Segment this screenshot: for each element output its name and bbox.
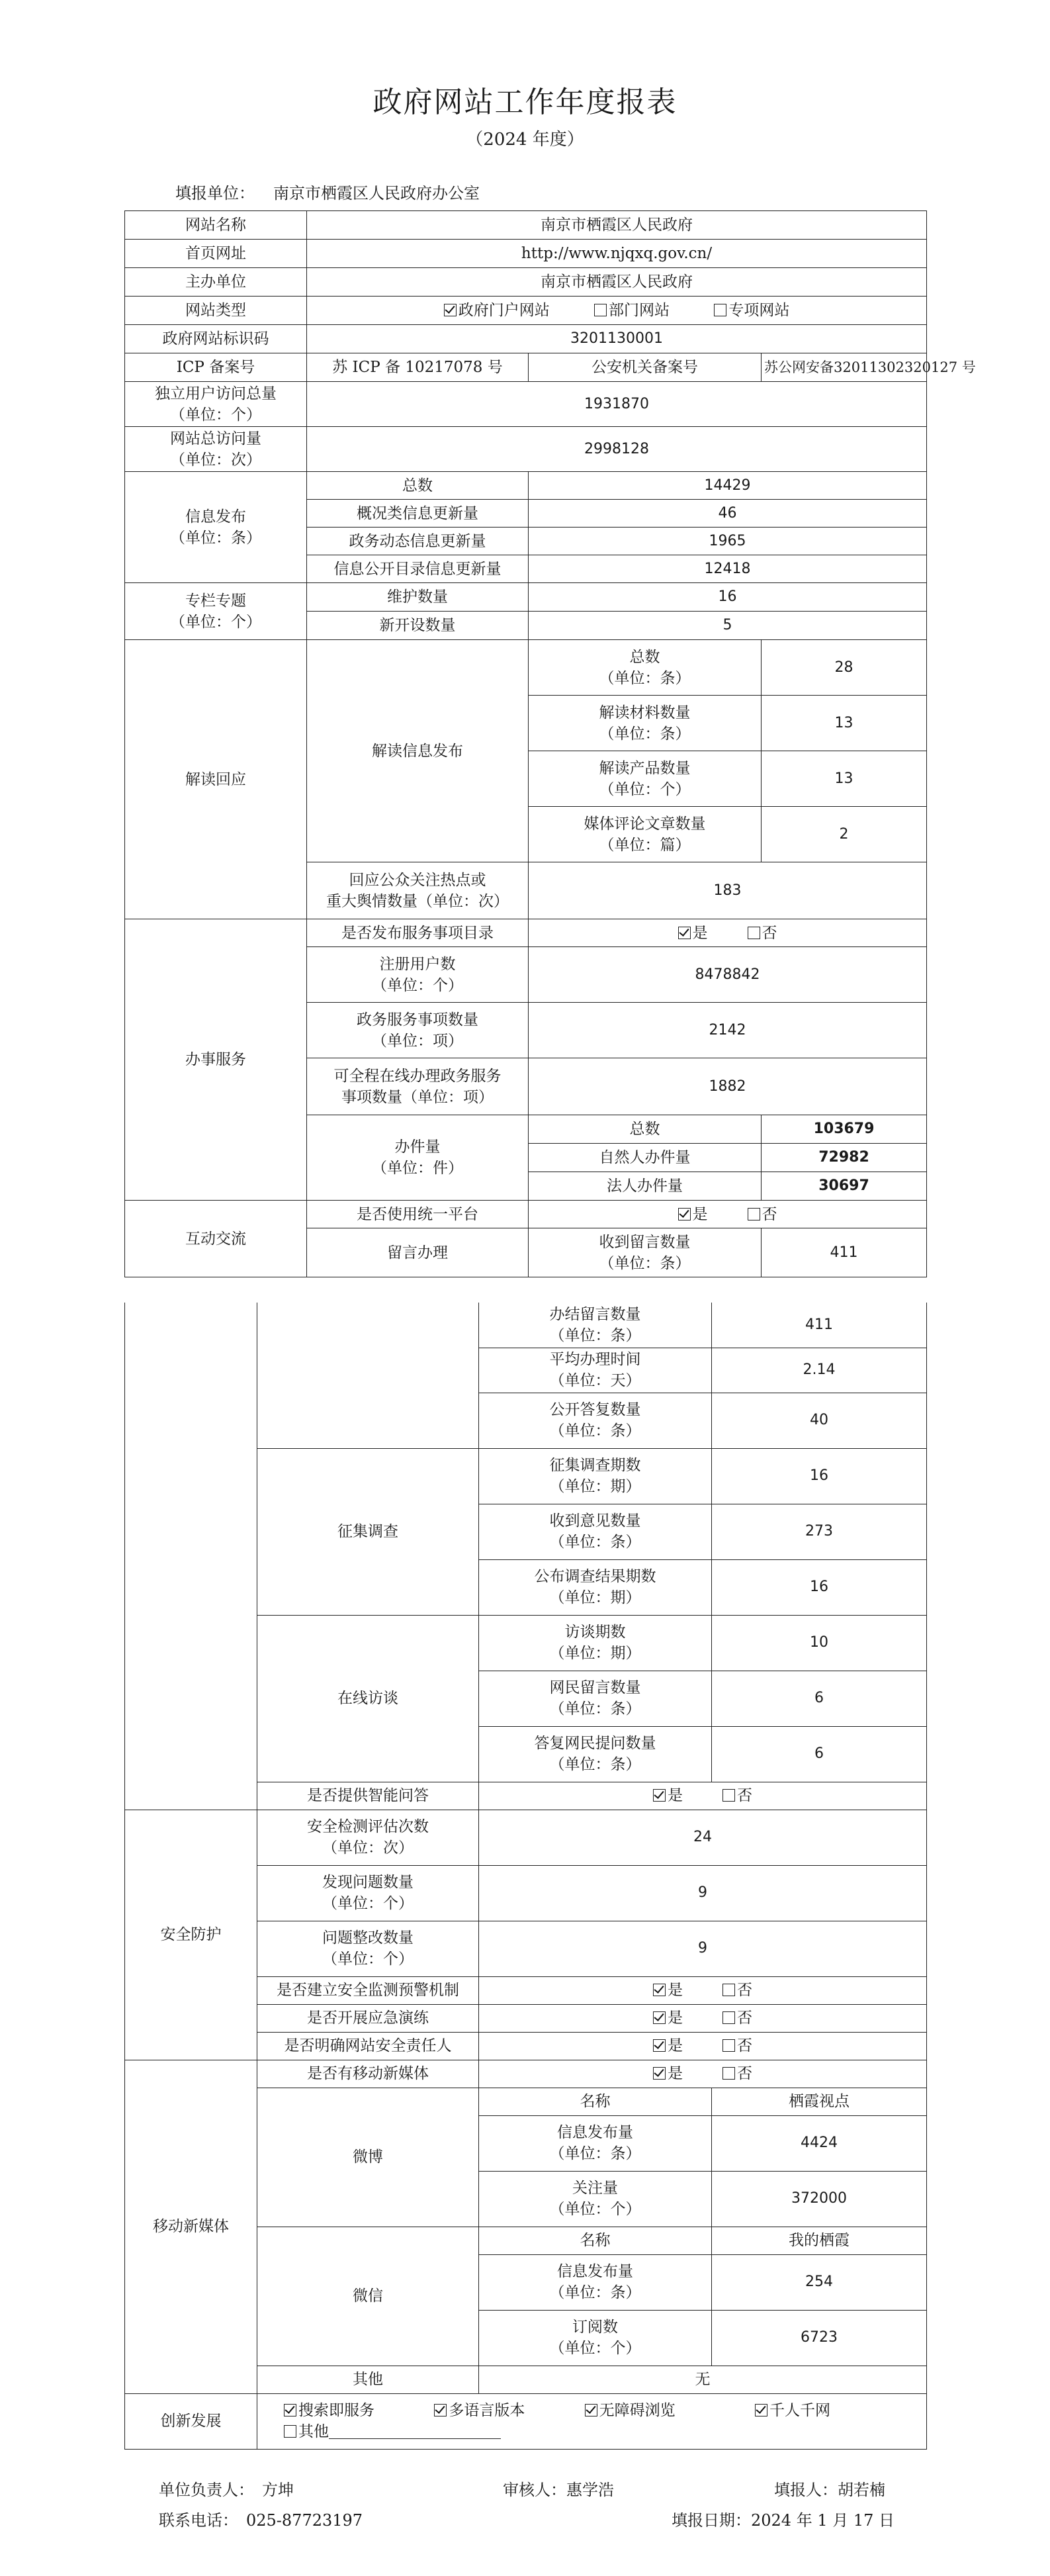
interview-periods-value: 10	[712, 1615, 927, 1671]
checkbox-checked-icon	[653, 1984, 666, 1996]
wechat-name-value: 我的栖霞	[712, 2227, 927, 2254]
column-new-label: 新开设数量	[307, 612, 529, 640]
weibo-followers-label: 关注量 （单位：个）	[479, 2171, 712, 2227]
innovation-other: 其他	[298, 2423, 329, 2440]
survey-results-label: 公布调查结果期数 （单位：期）	[479, 1559, 712, 1615]
special-column-label: 专栏专题 （单位：个）	[125, 583, 307, 640]
innovation-search: 搜索即服务	[298, 2402, 374, 2419]
site-type-department: 部门网站	[609, 302, 670, 319]
checkbox-empty-icon	[748, 1208, 760, 1220]
weibo-followers-value: 372000	[712, 2171, 927, 2227]
case-person-label: 自然人办件量	[529, 1144, 762, 1172]
page-title: 政府网站工作年度报表	[372, 85, 678, 119]
homepage-url-label: 首页网址	[125, 240, 307, 268]
reporting-unit	[175, 180, 498, 203]
unique-visitors-value: 1931870	[307, 382, 927, 427]
netizen-messages-value: 6	[712, 1671, 927, 1726]
checkbox-empty-icon	[722, 1789, 735, 1802]
checkbox-checked-icon	[434, 2404, 447, 2416]
checkbox-checked-icon	[755, 2404, 767, 2416]
checkbox-checked-icon	[678, 927, 691, 939]
innovation-other-blank	[329, 2424, 501, 2439]
unique-visitors-label: 独立用户访问总量 （单位：个）	[125, 382, 307, 427]
footer-reviewer: 审核人：惠学浩	[503, 2481, 614, 2499]
interpretation-release-label: 解读信息发布	[307, 640, 529, 862]
public-reply-value: 40	[712, 1393, 927, 1448]
total-visits-value: 2998128	[307, 427, 927, 472]
checkbox-checked-icon	[653, 2039, 666, 2052]
innovation-multilang: 多语言版本	[449, 2402, 525, 2419]
interaction-label: 互动交流	[125, 1201, 307, 1277]
responsible-person-label: 是否明确网站安全责任人	[257, 2032, 479, 2060]
hotspot-response-value: 183	[529, 862, 927, 919]
report-table-part1	[124, 210, 976, 1277]
new-media-exists-label: 是否有移动新媒体	[257, 2060, 479, 2088]
interp-media-value: 2	[762, 807, 927, 862]
interp-total-value: 28	[762, 640, 927, 696]
messages-received-label: 收到留言数量 （单位：条）	[529, 1228, 762, 1277]
homepage-url-value: http://www.njqxq.gov.cn/	[307, 240, 927, 268]
survey-results-value: 16	[712, 1559, 927, 1615]
footer-phone: 联系电话： 025-87723197	[159, 2511, 363, 2530]
monitoring-label: 是否建立安全监测预警机制	[257, 1976, 479, 2004]
unified-platform-choice: 是 否	[529, 1201, 927, 1228]
case-legal-value: 30697	[762, 1172, 927, 1201]
checkbox-checked-icon	[585, 2404, 597, 2416]
case-total-label: 总数	[529, 1115, 762, 1144]
drill-label: 是否开展应急演练	[257, 2004, 479, 2032]
checkbox-checked-icon	[653, 2011, 666, 2024]
checkbox-empty-icon	[594, 304, 607, 316]
weibo-name-value: 栖霞视点	[712, 2088, 927, 2115]
info-catalog-label: 信息公开目录信息更新量	[307, 555, 529, 583]
column-maintained-label: 维护数量	[307, 583, 529, 612]
weibo-label: 微博	[257, 2088, 479, 2227]
checkbox-empty-icon	[722, 2039, 735, 2052]
checkbox-empty-icon	[714, 304, 726, 316]
info-release-label: 信息发布 （单位：条）	[125, 472, 307, 583]
total-visits-label: 网站总访问量 （单位：次）	[125, 427, 307, 472]
report-table-part2	[124, 1303, 927, 2450]
other-media-value: 无	[479, 2366, 927, 2393]
site-type-special: 专项网站	[728, 302, 790, 319]
service-items-label: 政务服务事项数量 （单位：项）	[307, 1003, 529, 1058]
wechat-subscribers-value: 6723	[712, 2310, 927, 2366]
online-items-label: 可全程在线办理政务服务 事项数量（单位：项）	[307, 1058, 529, 1115]
service-catalog-label: 是否发布服务事项目录	[307, 919, 529, 947]
icp-value: 苏 ICP 备 10217078 号	[307, 353, 529, 382]
police-record-value: 苏公网安备32011302320127 号	[762, 353, 927, 382]
host-unit-value: 南京市栖霞区人民政府	[307, 268, 927, 297]
survey-periods-label: 征集调查期数 （单位：期）	[479, 1448, 712, 1504]
info-overview-value: 46	[529, 500, 927, 528]
interaction-continued-cell	[125, 1303, 257, 1810]
footer-date: 填报日期：2024 年 1 月 17 日	[672, 2511, 895, 2530]
interview-periods-label: 访谈期数 （单位：期）	[479, 1615, 712, 1671]
security-label: 安全防护	[125, 1810, 257, 2060]
checkbox-checked-icon	[444, 304, 457, 316]
responsible-person-choice: 是 否	[479, 2032, 927, 2060]
smart-qa-label: 是否提供智能问答	[257, 1782, 479, 1810]
monitoring-choice: 是 否	[479, 1976, 927, 2004]
avg-time-label: 平均办理时间 （单位：天）	[479, 1348, 712, 1393]
public-reply-label: 公开答复数量 （单位：条）	[479, 1393, 712, 1448]
reporting-unit-label: 填报单位：	[175, 184, 255, 203]
service-catalog-choice: 是 否	[529, 919, 927, 947]
interp-total-label: 总数 （单位：条）	[529, 640, 762, 696]
innovation-accessibility: 无障碍浏览	[599, 2402, 676, 2419]
info-catalog-value: 12418	[529, 555, 927, 583]
innovation-personalized: 千人千网	[769, 2402, 830, 2419]
avg-time-value: 2.14	[712, 1348, 927, 1393]
info-total-value: 14429	[529, 472, 927, 500]
message-handling-label: 留言办理	[307, 1228, 529, 1277]
checkbox-empty-icon	[748, 927, 760, 939]
site-type-options	[307, 297, 927, 325]
netizen-messages-label: 网民留言数量 （单位：条）	[479, 1671, 712, 1726]
unified-platform-label: 是否使用统一平台	[307, 1201, 529, 1228]
innovation-options	[257, 2393, 927, 2449]
opinions-received-label: 收到意见数量 （单位：条）	[479, 1504, 712, 1559]
opinions-received-value: 273	[712, 1504, 927, 1559]
wechat-posts-value: 254	[712, 2254, 927, 2310]
site-code-label: 政府网站标识码	[125, 325, 307, 353]
message-handling-continued-cell	[257, 1303, 479, 1448]
site-code-value: 3201130001	[307, 325, 927, 353]
issues-fixed-value: 9	[479, 1921, 927, 1976]
new-media-label: 移动新媒体	[125, 2060, 257, 2393]
online-interview-label: 在线访谈	[257, 1615, 479, 1782]
issues-found-value: 9	[479, 1865, 927, 1921]
wechat-posts-label: 信息发布量 （单位：条）	[479, 2254, 712, 2310]
other-media-label: 其他	[257, 2366, 479, 2393]
info-overview-label: 概况类信息更新量	[307, 500, 529, 528]
wechat-label: 微信	[257, 2227, 479, 2366]
new-media-exists-choice: 是 否	[479, 2060, 927, 2088]
footer-leader: 单位负责人： 方坤	[159, 2481, 294, 2499]
case-volume-label: 办件量 （单位：件）	[307, 1115, 529, 1201]
drill-choice: 是 否	[479, 2004, 927, 2032]
column-maintained-value: 16	[529, 583, 927, 612]
checkbox-empty-icon	[722, 2067, 735, 2080]
issues-found-label: 发现问题数量 （单位：个）	[257, 1865, 479, 1921]
netizen-replies-label: 答复网民提问数量 （单位：条）	[479, 1726, 712, 1782]
checkbox-empty-icon	[722, 2011, 735, 2024]
weibo-posts-value: 4424	[712, 2115, 927, 2171]
police-record-label: 公安机关备案号	[529, 353, 762, 382]
interp-product-label: 解读产品数量 （单位：个）	[529, 751, 762, 807]
reporting-unit-value: 南京市栖霞区人民政府办公室	[273, 184, 480, 203]
issues-fixed-label: 问题整改数量 （单位：个）	[257, 1921, 479, 1976]
smart-qa-choice: 是 否	[479, 1782, 927, 1810]
interp-material-value: 13	[762, 696, 927, 751]
registered-users-label: 注册用户数 （单位：个）	[307, 947, 529, 1003]
service-label: 办事服务	[125, 919, 307, 1201]
icp-label: ICP 备案号	[125, 353, 307, 382]
interp-product-value: 13	[762, 751, 927, 807]
checkbox-empty-icon	[722, 1984, 735, 1996]
site-name-label: 网站名称	[125, 211, 307, 240]
survey-periods-value: 16	[712, 1448, 927, 1504]
site-name-value: 南京市栖霞区人民政府	[307, 211, 927, 240]
checkbox-checked-icon	[653, 1789, 666, 1802]
messages-received-value: 411	[762, 1228, 927, 1277]
registered-users-value: 8478842	[529, 947, 927, 1003]
security-checks-label: 安全检测评估次数 （单位：次）	[257, 1810, 479, 1865]
wechat-subscribers-label: 订阅数 （单位：个）	[479, 2310, 712, 2366]
interp-media-label: 媒体评论文章数量 （单位：篇）	[529, 807, 762, 862]
checkbox-checked-icon	[653, 2067, 666, 2080]
info-news-value: 1965	[529, 528, 927, 555]
innovation-label: 创新发展	[125, 2393, 257, 2449]
security-checks-value: 24	[479, 1810, 927, 1865]
messages-closed-value: 411	[712, 1303, 927, 1348]
footer-filler: 填报人：胡若楠	[774, 2481, 885, 2499]
hotspot-response-label: 回应公众关注热点或 重大舆情数量（单位：次）	[307, 862, 529, 919]
survey-label: 征集调查	[257, 1448, 479, 1615]
column-new-value: 5	[529, 612, 927, 640]
wechat-name-label: 名称	[479, 2227, 712, 2254]
weibo-posts-label: 信息发布量 （单位：条）	[479, 2115, 712, 2171]
info-news-label: 政务动态信息更新量	[307, 528, 529, 555]
interp-material-label: 解读材料数量 （单位：条）	[529, 696, 762, 751]
checkbox-checked-icon	[284, 2404, 296, 2416]
host-unit-label: 主办单位	[125, 268, 307, 297]
case-person-value: 72982	[762, 1144, 927, 1172]
page-subtitle: （2024 年度）	[466, 130, 584, 150]
site-type-label: 网站类型	[125, 297, 307, 325]
messages-closed-label: 办结留言数量 （单位：条）	[479, 1303, 712, 1348]
online-items-value: 1882	[529, 1058, 927, 1115]
site-type-portal: 政府门户网站	[458, 302, 550, 319]
case-total-value: 103679	[762, 1115, 927, 1144]
weibo-name-label: 名称	[479, 2088, 712, 2115]
case-legal-label: 法人办件量	[529, 1172, 762, 1201]
checkbox-checked-icon	[678, 1208, 691, 1220]
info-total-label: 总数	[307, 472, 529, 500]
checkbox-empty-icon	[284, 2425, 296, 2438]
service-items-value: 2142	[529, 1003, 927, 1058]
interpretation-label: 解读回应	[125, 640, 307, 919]
netizen-replies-value: 6	[712, 1726, 927, 1782]
